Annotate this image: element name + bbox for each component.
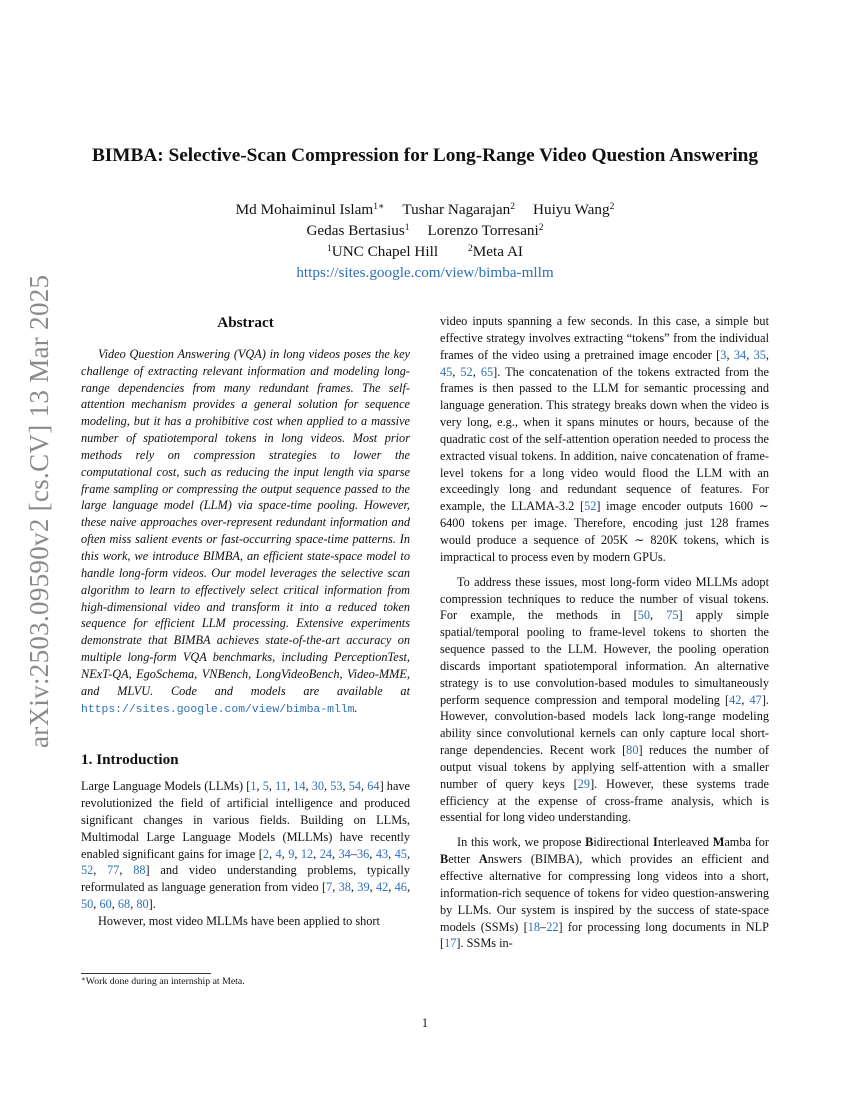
right-column [440,313,769,952]
citation-link[interactable]: 52 [584,499,597,514]
citation-link[interactable]: 46 [394,880,407,895]
footnote-mark: ∗ [81,975,86,983]
abstract-code-link[interactable]: https://sites.google.com/view/bimba-mllm [81,703,355,716]
citation-link[interactable]: 80 [136,897,149,912]
section-heading-introduction: 1. Introduction [81,751,179,769]
citation-link[interactable]: 17 [444,936,457,951]
paper-title: BIMBA: Selective-Scan Compression for Long-Range Video Question Answering [91,145,759,166]
author-affiliation-mark: 2 [609,202,615,212]
intro-paragraph-2: However, most video MLLMs have been applied to short [98,914,380,928]
affiliation-mark: 2 [468,244,473,254]
citation-link[interactable]: 34 [733,347,747,362]
citation-link[interactable]: 3 [720,347,727,362]
intro-paragraph-1: Large Language Models (LLMs) [1, 5, 11, 14, 30, 53, 54, 64] have revolutionized the field of artificial intelligence and produced significant changes in various fields. Building on LLMs, Multimodal Large Language Models (MLLMs) have recently enabled significant gains for image [2, 4, 9, 12, 24, 34–36, 43, 45, 52, 77, 88] and video understanding problems, typically reformulated as language generation from video [7, 38, 39, 42, 46, 50, 60, 68, 80]. [81,779,411,912]
citation-link[interactable]: 60 [99,897,112,912]
citation-link[interactable]: 30 [311,779,325,794]
affiliation-line [0,241,850,262]
author-line-2 [0,220,850,241]
citation-link[interactable]: 2 [262,846,269,861]
author-affiliation-mark: 2 [510,202,516,212]
author-name: Gedas Bertasius [306,222,405,239]
abstract-text: Video Question Answering (VQA) in long videos poses the key challenge of extracting relevant information and modeling long-range dependencies from many redundant frames. The self-attention mechanism provides a general solution for sequence modeling, but it has a prohibitive cost when applied to a massive number of spatiotemporal tokens in long videos. Most prior methods rely on compression strategies to lower the computational cost, such as reducing the input length via sparse frame sampling or compressing the output sequence passed to the large language model (LLM) via space-time pooling. However, these naive approaches over-represent redundant information and often miss salient events or fast-occurring space-time patterns. In this work, we introduce BIMBA, an efficient state-space model to handle long-form videos. Our model leverages the selective scan algorithm to learn to effectively select critical information from high-dimensional video and transform it into a reduced token sequence for efficient LLM processing. Extensive experiments demonstrate that BIMBA achieves state-of-the-art accuracy on multiple long-form VQA benchmarks, including PerceptionTest, NExT-QA, EgoSchema, VNBench, LongVideoBench, Video-MME, and MLVU. Code and models are available at https://sites.google.com/view/bimba-mllm. [81,346,410,716]
citation-link[interactable]: 45 [440,364,453,379]
author-affiliation-mark: 1∗ [373,202,385,212]
citation-link[interactable]: 1 [250,779,257,794]
footnote-text: Work done during an internship at Meta. [85,976,245,987]
citation-link[interactable]: 42 [375,880,389,895]
citation-link[interactable]: 42 [729,692,742,707]
citation-link[interactable]: 52 [81,863,94,878]
citation-link[interactable]: 52 [460,364,473,379]
citation-link[interactable]: 35 [753,347,766,362]
citation-link[interactable]: 4 [275,846,282,861]
author-affiliation-mark: 2 [538,223,544,233]
citation-link[interactable]: 50 [81,897,94,912]
citation-link[interactable]: 9 [288,846,295,861]
body-paragraph: In this work, we propose Bidirectional Interleaved Mamba for Better Answers (BIMBA), which provides an efficient and effective alternative for compressing long videos into a short, information-rich sequence of tokens for video question-answering by LLMs. Our system is inspired by the success of state-space models (SSMs) [18–22] for processing long documents in NLP [17]. SSMs in- [440,835,770,951]
citation-link[interactable]: 14 [293,779,306,794]
citation-link[interactable]: 36 [356,846,370,861]
abstract-heading: Abstract [217,314,274,331]
citation-link[interactable]: 53 [330,779,343,794]
citation-link[interactable]: 24 [319,846,332,861]
author-affiliation-mark: 1 [404,223,410,233]
author-name: Md Mohaiminul Islam [235,201,374,218]
citation-link[interactable]: 39 [357,880,370,895]
citation-link[interactable]: 5 [262,779,269,794]
author-block [0,199,850,283]
citation-link[interactable]: 75 [666,608,679,623]
citation-link[interactable]: 43 [375,846,389,861]
citation-link[interactable]: 18 [527,919,541,934]
footnote-rule [81,973,211,974]
citation-link[interactable]: 34 [338,846,351,861]
page-number: 1 [421,1016,429,1030]
citation-link[interactable]: 12 [300,846,314,861]
citation-link[interactable]: 22 [546,919,559,934]
affiliation-mark: 1 [326,244,332,254]
author-name: Lorenzo Torresani [427,222,539,239]
citation-link[interactable]: 88 [133,863,146,878]
citation-link[interactable]: 11 [275,779,287,794]
citation-link[interactable]: 29 [577,776,591,791]
citation-link[interactable]: 50 [637,608,651,623]
citation-link[interactable]: 80 [626,743,639,758]
affiliation-name: UNC Chapel Hill [331,243,439,260]
author-line-1 [0,199,850,220]
body-paragraph: video inputs spanning a few seconds. In this case, a simple but effective strategy involves extracting “tokens” from the individual frames of the video using a pretrained image encoder [3, 34, 35, 45, 52, 65]. The concatenation of the tokens extracted from the frames is then passed to the LLM for semantic processing and language generation. This strategy breaks down when the video is very long, e.g., when it spans minutes or hours, because of the quadratic cost of the self-attention operation needed to process the extracted visual tokens. In addition, naive concatenation of frame-level tokens for a long video would flood the LLM with an exceedingly long and redundant sequence of features. For example, the LLAMA-3.2 [52] image encoder outputs 1600 ∼ 6400 tokens per image. Therefore, encoding just 128 frames would produce a sequence of 205K ∼ 820K tokens, which is impractical to process even by modern GPUs. [440,314,770,564]
citation-link[interactable]: 7 [326,880,333,895]
citation-link[interactable]: 38 [338,880,351,895]
body-paragraph: To address these issues, most long-form video MLLMs adopt compression techniques to reduce the number of visual tokens. For example, the methods in [50, 75] apply simple spatial/temporal pooling to frame-level tokens to shorten the sequence passed to the LLM. However, the pooling operation discards important spatiotemporal information. An alternative strategy is to use convolution-based modules to simultaneously perform sequence compression and temporal modeling [42, 47]. However, convolution-based models lack long-range modeling ability since convolutional kernels can only capture local short-range dependencies. Recent work [80] reduces the number of output visual tokens by applying self-attention with a smaller number of query keys [29]. However, these systems trade efficiency at the expense of cross-frame analysis, which is essential for long video understanding. [440,574,769,825]
author-name: Tushar Nagarajan [402,201,511,218]
citation-link[interactable]: 64 [367,779,380,794]
citation-link[interactable]: 45 [394,846,407,861]
arxiv-identifier-stamp: arXiv:2503.09590v2 [cs.CV] 13 Mar 2025 [24,274,54,748]
citation-link[interactable]: 68 [117,897,131,912]
affiliation-name: Meta AI [472,243,523,260]
author-name: Huiyu Wang [533,201,610,218]
citation-link[interactable]: 47 [749,692,762,707]
citation-link[interactable]: 77 [107,863,120,878]
footnote [81,976,245,987]
left-column [81,313,410,930]
citation-link[interactable]: 65 [480,364,494,379]
project-page-link[interactable]: https://sites.google.com/view/bimba-mllm [296,264,554,281]
citation-link[interactable]: 54 [348,779,362,794]
